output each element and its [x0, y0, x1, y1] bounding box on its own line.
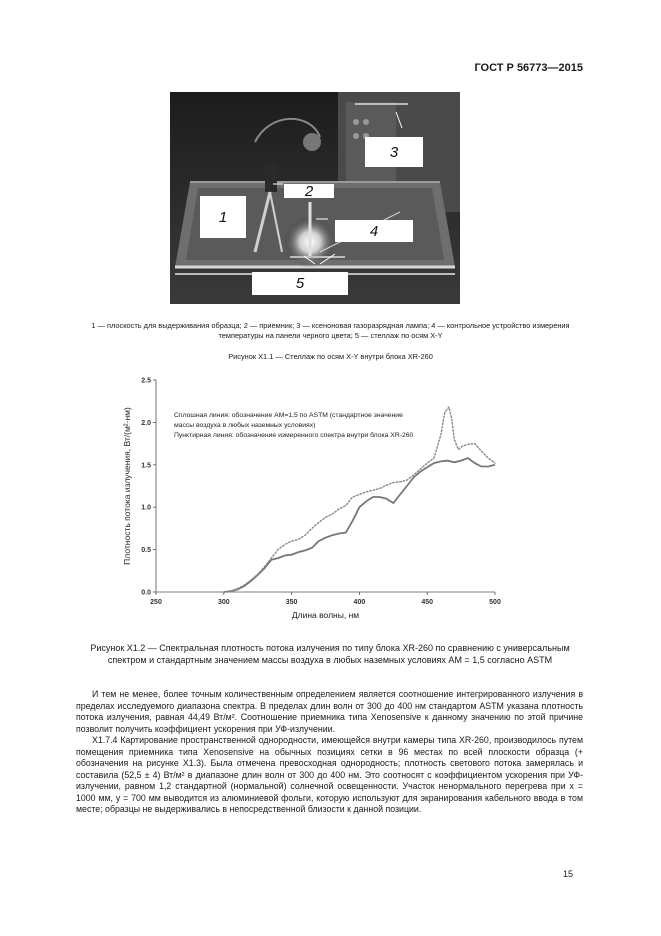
photo-label-3: 3 — [365, 137, 423, 167]
chart-x-axis-label: Длина волны, нм — [291, 610, 360, 620]
photo-label-4: 4 — [335, 220, 413, 242]
page-number: 15 — [563, 869, 574, 879]
chart-y-tick-label: 0.5 — [141, 547, 151, 555]
chart-x-tick-label: 250 — [150, 599, 162, 606]
chart-y-tick-label: 1.5 — [141, 462, 151, 470]
chart-y-tick-label: 0.0 — [141, 589, 151, 597]
chart-x-tick-label: 500 — [489, 599, 501, 606]
figure1-legend-note: 1 — плоскость для выдерживания образца; 2 — приемник; 3 — ксеноновая газоразрядная лампа; 4 — контрольное устройство измерения температуры на панели черного цвета; 5 — стеллаж по осям X-Y — [91, 321, 570, 340]
body-paragraph-1: И тем не менее, более точным количественным определением является соотношение интегрированного излучения в пределах исследуемого диапазона спектра. В пределах длин волн от 300 до 400 нм стандартом ASTM указана плотность потока излучения, равная 44,49 Вт/м². Соотношение приемника типа Xenosensive к данному значению по этой причине позволит получить коэффициент ускорения при УФ-излучении. — [76, 689, 583, 734]
chart-annotation-0: Сплошная линия: обозначение AM=1,5 по ASTM (стандартное значение — [174, 412, 403, 419]
chart-y-tick-label: 1.0 — [141, 504, 151, 512]
chart-y-tick-label: 2.0 — [141, 419, 151, 427]
chart-annotation-2: Пунктирная линия: обозначение измеренного спектра внутри блока XR-260 — [174, 432, 414, 439]
chart-x-tick-label: 350 — [285, 599, 298, 606]
document-standard-number: ГОСТ Р 56773—2015 — [474, 62, 583, 74]
apparatus-photo — [170, 92, 460, 304]
figure2-caption: Рисунок X1.2 — Спектральная плотность потока излучения по типу блока XR-260 по сравнению с универсальным спектром и стандартным значением массы воздуха в любых наземных условиях AM = 1,5 согласно ASTM — [90, 643, 570, 665]
figure1-caption: Рисунок X1.1 — Стеллаж по осям X-Y внутри блока XR-260 — [228, 352, 433, 361]
chart-y-axis-label: Плотность потока излучения, Вт/(м²·нм) — [122, 407, 132, 565]
chart-annotation-1: массы воздуха в любых наземных условиях) — [174, 422, 316, 429]
body-paragraph-2: X1.7.4 Картирование пространственной однородности, имеющейся внутри камеры типа XR-260, производилось путем помещения приемника типа Xenosensive на обычных позициях сетки в 96 местах по всей плоскости образца (+ обозначения на рисунке X1.3). Была отмечена превосходная однородность; плотность светового потока замерялась и составила (52,5 ± 4) Вт/м² в диапазоне длин волн от 300 до 400 нм. Это соотносят с коэффициентом ускорения при УФ-излучении, равном 1,2 стандартной (нормальной) солнечной освещенности. Участок ненормального перегрева при x = 1000 мм, y = 700 мм выводится из алюминиевой фольги, которую используют для экранирования кабельного ввода в том месте; образцы не выдерживались в непосредственной близости к данной позиции. — [76, 735, 583, 814]
chart-series-astm-am15-line — [224, 458, 495, 592]
chart-x-tick-label: 450 — [421, 599, 434, 606]
chart-x-tick-label: 300 — [217, 599, 230, 606]
photo-label-2: 2 — [284, 184, 334, 198]
photo-label-5: 5 — [252, 272, 348, 295]
chart-x-tick-label: 400 — [353, 599, 366, 606]
photo-label-1: 1 — [200, 196, 246, 238]
chart-y-tick-label: 2.5 — [141, 377, 151, 385]
spectral-irradiance-chart — [118, 372, 508, 622]
